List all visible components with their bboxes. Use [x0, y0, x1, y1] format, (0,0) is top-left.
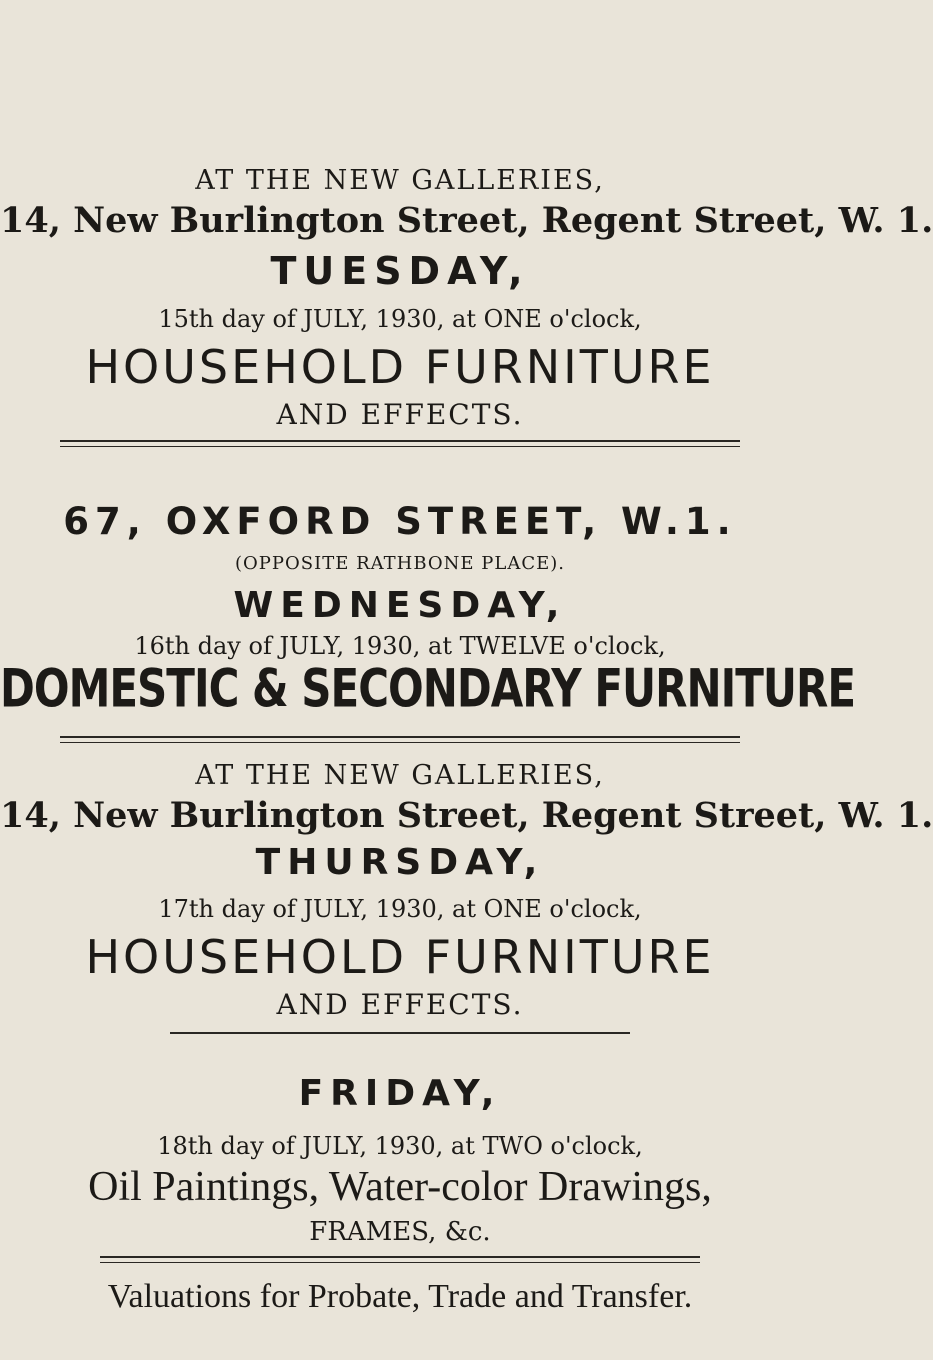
sale3-title: HOUSEHOLD FURNITURE [85, 930, 715, 984]
sale1-date: 15th day of JULY, 1930, at ONE o'clock, [158, 305, 642, 333]
sale4-title: Oil Paintings, Water-color Drawings, [88, 1164, 712, 1210]
sale4-day: FRIDAY, [298, 1073, 502, 1114]
sale1-venue: AT THE NEW GALLERIES, [195, 165, 605, 196]
divider [100, 1256, 700, 1263]
sale3-subtitle: AND EFFECTS. [276, 988, 524, 1021]
sale3-day: THURSDAY, [255, 842, 545, 883]
divider [60, 736, 740, 743]
sale3-date: 17th day of JULY, 1930, at ONE o'clock, [158, 895, 642, 923]
sale1-title: HOUSEHOLD FURNITURE [85, 340, 715, 394]
divider [60, 440, 740, 447]
sale2-date: 16th day of JULY, 1930, at TWELVE o'clock, [134, 632, 666, 660]
sale2-day: WEDNESDAY, [233, 585, 567, 626]
sale2-address: 67, OXFORD STREET, W.1. [63, 500, 737, 543]
sale1-day: TUESDAY, [270, 249, 530, 293]
sale1-address: 14, New Burlington Street, Regent Street, W. 1. [0, 200, 933, 241]
sale4-date: 18th day of JULY, 1930, at TWO o'clock, [157, 1132, 643, 1160]
divider [170, 1032, 630, 1034]
sale2-title: DOMESTIC & SECONDARY FURNITURE [0, 657, 856, 720]
valuations-text: Valuations for Probate, Trade and Transfer. [107, 1278, 693, 1315]
sale4-subtitle: FRAMES, &c. [309, 1217, 491, 1247]
sale3-address: 14, New Burlington Street, Regent Street, W. 1. [0, 795, 933, 836]
sale1-subtitle: AND EFFECTS. [276, 398, 524, 431]
sale2-note: (OPPOSITE RATHBONE PLACE). [235, 553, 565, 574]
sale3-venue: AT THE NEW GALLERIES, [195, 760, 605, 791]
